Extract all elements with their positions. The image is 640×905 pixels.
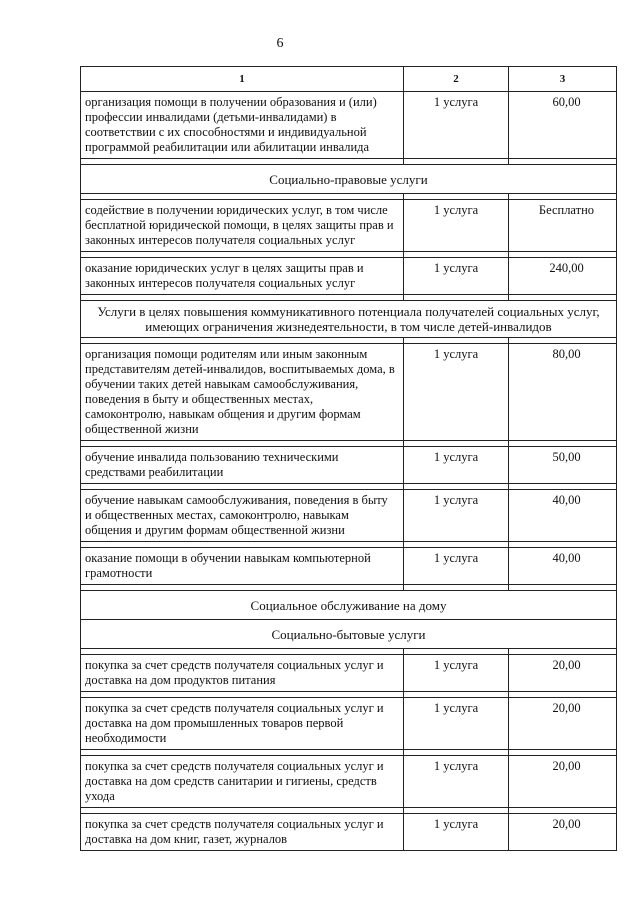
service-price: Бесплатно xyxy=(538,203,595,217)
service-price: 240,00 xyxy=(549,261,584,275)
service-price: 20,00 xyxy=(552,817,581,831)
service-price: 80,00 xyxy=(552,347,581,361)
table-row xyxy=(81,490,617,542)
service-price: 20,00 xyxy=(552,658,581,672)
table-row xyxy=(81,344,617,441)
service-unit: 1 услуга xyxy=(433,95,479,109)
service-price: 60,00 xyxy=(552,95,581,109)
header-col-1: 1 xyxy=(81,67,404,92)
table-row xyxy=(81,756,617,808)
table-header-row xyxy=(81,67,617,92)
service-price: 20,00 xyxy=(552,759,581,773)
section-row xyxy=(81,620,617,649)
service-price: 20,00 xyxy=(552,701,581,715)
header-col-3: 3 xyxy=(509,67,617,92)
service-unit: 1 услуга xyxy=(433,658,479,672)
service-unit: 1 услуга xyxy=(433,493,479,507)
service-description: покупка за счет средств получателя социальных услуг и доставка на дом продуктов питания xyxy=(85,658,384,687)
section-row xyxy=(81,301,617,338)
table-row xyxy=(81,814,617,851)
services-table xyxy=(80,66,617,851)
table-row xyxy=(81,447,617,484)
section-row xyxy=(81,165,617,194)
section-title: Услуги в целях повышения коммуникативного потенциала получателей социальных услуг, имеющих ограничения жизнедеятельности, в том числе детей-инвалидов xyxy=(97,304,600,334)
page-number: 6 xyxy=(276,36,284,51)
service-description: обучение инвалида пользованию техническими средствами реабилитации xyxy=(85,450,339,479)
table-row xyxy=(81,698,617,750)
table-row xyxy=(81,92,617,159)
service-price: 40,00 xyxy=(552,493,581,507)
table-row xyxy=(81,548,617,585)
header-col-2: 2 xyxy=(404,67,509,92)
service-description: покупка за счет средств получателя социальных услуг и доставка на дом средств санитарии и гигиены, средств ухода xyxy=(85,759,384,803)
service-unit: 1 услуга xyxy=(433,347,479,361)
service-unit: 1 услуга xyxy=(433,261,479,275)
section-title: Социально-бытовые услуги xyxy=(271,626,426,642)
service-description: оказание помощи в обучении навыкам компьютерной грамотности xyxy=(85,551,371,580)
service-unit: 1 услуга xyxy=(433,759,479,773)
section-title: Социальное обслуживание на дому xyxy=(250,597,447,613)
service-description: покупка за счет средств получателя социальных услуг и доставка на дом промышленных товаров первой необходимости xyxy=(85,701,384,745)
section-row xyxy=(81,591,617,620)
table-row xyxy=(81,200,617,252)
service-unit: 1 услуга xyxy=(433,203,479,217)
service-unit: 1 услуга xyxy=(433,817,479,831)
table-row xyxy=(81,258,617,295)
service-unit: 1 услуга xyxy=(433,701,479,715)
service-description: обучение навыкам самообслуживания, поведения в быту и общественных местах, самоконтролю, навыкам общения и другим формам общественной жизни xyxy=(85,493,388,537)
table-row xyxy=(81,655,617,692)
service-unit: 1 услуга xyxy=(433,551,479,565)
service-unit: 1 услуга xyxy=(433,450,479,464)
service-description: покупка за счет средств получателя социальных услуг и доставка на дом книг, газет, журналов xyxy=(85,817,384,846)
service-price: 40,00 xyxy=(552,551,581,565)
service-description: организация помощи родителям или иным законным представителям детей-инвалидов, воспитываемых дома, в обучении таких детей навыкам самообслуживания, поведения в быту и общественных местах, самоконтролю, навыкам общения и другим формам общественной жизни xyxy=(85,347,395,436)
service-price: 50,00 xyxy=(552,450,581,464)
section-title: Социально-правовые услуги xyxy=(269,171,428,187)
service-description: организация помощи в получении образования и (или) профессии инвалидами (детьми-инвалидами) в соответствии с их способностями и индивидуальной программой реабилитации или абилитации инвалида xyxy=(85,95,377,154)
service-description: оказание юридических услуг в целях защиты прав и законных интересов получателя социальных услуг xyxy=(85,261,364,290)
service-description: содействие в получении юридических услуг, в том числе бесплатной юридической помощи, в целях защиты прав и законных интересов получателя социальных услуг xyxy=(85,203,394,247)
